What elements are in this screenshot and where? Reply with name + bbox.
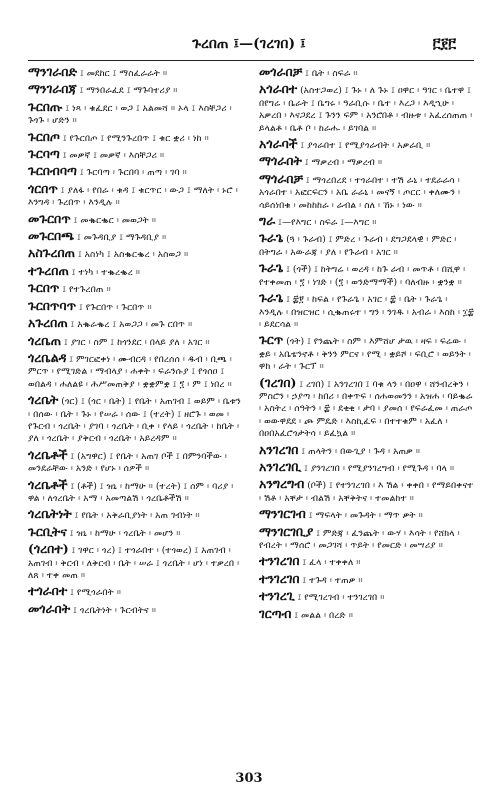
entry-definition: (አስተጋወረ) ፤ ጉኑ ፡ ለ ጉኑ ፤ ዐዋር ፡ ዓገር ፡ ቤተዋ ፤ በየግሬ ፡ ቤራት ፤ ቤግሩ ፡ ዓራቢሱ ፡ ቤተ ፡ እረጋ ፡ እዲኂሁ ፡ አቃረበ ፡ እናጋደረ ፤ ጉንን ፍም ፡ አንሮበቶ ፡ ብዙቱ ፡ አፈረሰጠጠ ፡ ይላልቶ ፡ ቤቶ ቦ ፡ ከራሑ ፡ ይገባል ። [259,85,473,134]
entry-definition: ፤ ገዋር ፡ ጎረ) ፤ ተጎራበተ ፡ (ተጎወረ) ፤ አጠገብ ፡ አጠገብ ፡ ቅርብ ፡ ለቅርብ ፡ ቤት ፡ ሠራ ፤ ጎረቤት ፡ ሆነ ፡ ተቃረበ ፡ ለጸ ፡ ተቀ መጠ ። [28,545,240,581]
entry-headword: አጎራበተ [259,81,298,97]
left-column [28,66,243,766]
dictionary-entry [28,523,243,540]
dictionary-entry [28,297,243,314]
dictionary-entry [28,317,243,331]
entry-headword: (ገረገበ) [259,374,297,390]
entry-headword: ግራ [259,213,276,229]
entry-headword: ማንገራበጃ [28,81,77,97]
entry-definition: ፤ (ጎች) ፤ ከትግሬ ፡ ወረዳ ፡ ከጉ ራብ ፡ መጥቶ ፡ በሺዋ ፡ የተቀመጠ ፡ ፺ ፡ ነገድ ፡ (፺ ፡ ወንድማማች) ፡ ባለብዙ ፡ ቋንቋ ። [259,264,466,288]
entry-headword: ጉርበብባጣ [28,163,77,179]
right-column [259,66,474,766]
entry-definition: ፤ (ቶች) ፤ ዝኒ ፡ ከማሁ ። (ተረት) ፤ ሰም ፡ ባሪያ ፡ ዋል ፡ ለጎረቤት ፡ አማ ፡ አመጣልሽ ፡ ጎረቤቶችሽ ። [28,480,234,504]
entry-definition: ፤ የሚገረገብ ፡ ተንገረገበ ። [297,592,385,604]
entry-headword: መጎራበት [28,600,71,616]
entry-definition: ፤ ፈላ ፡ ተቀቀለ ። [302,557,361,569]
entry-headword: አስጉረበጠ [28,245,76,261]
entry-headword: ተጉረበጠ [28,262,69,278]
entry-headword: መጎራበቻ [259,66,303,79]
entry-headword: አንገረገቢ [259,458,302,474]
dictionary-entry [28,600,243,617]
dictionary-entry [28,210,243,227]
entry-headword: አጎራባች [259,136,298,152]
entry-headword: ጉርቢትና [28,523,67,539]
entry-definition: ፤ የሚጎራበት ። [70,587,122,599]
dictionary-entry [259,232,474,259]
entry-headword: ጎረቤቶች [28,446,68,462]
entry-definition: ፤ ያገር ፡ ስም ፤ ከጎንደር ፡ በላይ ያለ ፡ አገር ። [64,336,210,348]
entry-headword: ጉራጌ [259,290,284,306]
entry-headword: አንግረግብ [259,476,305,492]
dictionary-entry [259,374,474,441]
entry-definition: ፤ ማፍላት ፡ መጉዳት ፡ ማጥ ቃት ። [308,510,423,522]
entry-headword: ጉርበጡ [28,98,63,114]
dictionary-entry [259,458,474,475]
dictionary-entry [28,262,243,279]
dictionary-entry [259,570,474,587]
dictionary-entry [259,138,474,152]
entry-definition: ፤ ተጉዳ ፡ ተጠቃ ። [302,574,363,586]
entry-definition: ፤ ፰፻ ፡ ከፍል ፡ የጉራጌ ፡ አገር ፡ ፰ ፡ ቤት ፡ ጉራጌ ፡ እንዲሉ ፡ በዝርዝር ፡ ሲቈጠሩተ ፡ ግን ፡ ንገዱ ፡ አብራ ፡ እስከ ፡ ፲፰ ፡ ይደርሳል ። [259,294,474,330]
entry-definition: ፤ ያጎራበተ ፤ የሚያጎራብት ፡ አቃራቢ ። [300,140,431,152]
entry-headword: ጎረቤትነት [28,506,72,522]
dictionary-entry [259,508,474,522]
running-header [0,36,498,58]
dictionary-entry [259,555,474,569]
entry-definition: ፤ አስነካ ፤ አስቈርቈረ ፡ አስወጋ ። [77,249,189,261]
entry-definition: ፤ ጉርባጣ ፡ ጉርበባ ፡ ጠጣ ፡ ገባ ። [79,167,187,179]
dictionary-entry [259,170,474,212]
dictionary-entry [259,262,474,289]
dictionary-entry [28,585,243,599]
dictionary-entry [28,508,243,522]
entry-headword: ጎርበጥ [28,180,58,196]
entry-definition: (ቦች) ፤ የተንገረገበ ፡ እ ሽል ፡ ቀቀበ ፡ የማይበቀናተ ፡ ሽቶ ፡ አቐታ ፡ ብልሽ ፡ አቐቅትና ፡ ተመልከተ ። [259,480,474,504]
entry-definition: ፤ ማጎረበረደ ፡ ተጎራበተ ፡ ተሽ ራኒ ፡ ተደራራሳ ፡ አጎራበተ ፡ አፎርፍርን ፡ አቤ ራራኒ ፡ መናኝ ፡ ጦርር ፡ ቀለሙን ፡ ሳይሰነበቁ ፡ መከከከራ ፡ ራብል ፡ ስለ ፡ ኸኑ ፡ ነው ። [259,174,461,211]
dictionary-entry [259,441,474,458]
entry-definition: ፤ መልል ፡ በረድ ። [294,609,354,621]
entry-headword: ማንገርገብ [259,506,306,522]
entry-headword: ተንገረገበ [259,553,300,569]
entry-definition: ፤ ማንበራፈደ ፤ ማጉባተሪያ ። [79,85,178,97]
dictionary-entry [28,543,243,582]
entry-definition: ፤ መቃኛ ፤ መቃኛ ፡ እስቸጋሪ ። [62,150,165,162]
dictionary-entry [259,605,474,622]
entry-definition: ፤ ዝኒ ፡ ከማሁ ፡ ጎረቤት ፡ መሆን ። [69,527,181,539]
entry-headword: ማንገርገቢያ [259,523,314,539]
dictionary-entry [28,446,243,476]
running-header-title: ጉረበጠ ፤—(ገረገበ) ፤ [192,36,306,52]
dictionary-entry [28,230,243,244]
entry-definition: ፤ ማቃረብ ፡ ማቃረብ ። [304,157,383,169]
entry-headword: ጉርጥ [259,332,284,348]
entry-definition: (ጎር) ፤ (ጎር ፡ ቤት) ፤ የቤት ፡ አጠገብ ፤ ወይም ፡ ቤቱን ፡ በሰው ፡ ቤት ፡ ጉኑ ፡ የሠራ ፡ ሰው ፤ (ተረት) ፤ ዘሮጉ ፡ ወመ ፡ የጉርብ ፡ ጎረቤት ፡ ያገባ ፡ ጎረቤት ፡ ቢቀ ፡ የላይ ፡ ጎረቤት ፡ ከቤት ፡ ያለ ፡ ጎረቤት ፡ ያቅርብ ፡ ጎረቤት ፡ አይረዳም ። [28,396,241,445]
dictionary-entry [259,334,474,373]
entry-definition: ፤ አቈራቈረ ፤ አወጋጋ ፡ መጉ ርበጥ ። [70,319,193,331]
dictionary-entry [28,476,243,506]
entry-definition: ፤ መጉዳቢያ ፤ ማጉዳቢያ ። [77,232,167,244]
entry-headword: ጉራጌ [259,260,284,276]
dictionary-entry [259,155,474,169]
entry-definition: ፤ የቤት ፡ አቅራቢያነት ፡ አጠ ገብነት ። [74,510,200,522]
dictionary-entry [28,98,243,128]
dictionary-entry [259,66,474,80]
dictionary-entry [259,590,474,604]
dictionary-entry [28,332,243,349]
entry-headword: ጎረቤቶች [28,476,68,492]
dictionary-entry [259,83,474,135]
entry-headword: ጉርባጣ [28,146,60,162]
entry-definition: ፤ መቈርቈር ፡ መወጋት ። [73,214,157,226]
entry-headword: ተንገረገበ [259,570,300,586]
entry-definition: ፤—የእግር ፡ ስፍራ ፤—እግር ። [278,217,377,229]
entry-headword: መጉርበጥ [28,210,71,226]
entry-definition: ፤ ነጻ ፡ ቁፈደር ፡ ወጋ ፤ አልመሻ ። ኦላ ፤ እስቸጋሪ ፡ ጉጎጉ ፡ ሆድን ። [28,102,232,127]
entry-headword: ማጎራበት [259,153,302,169]
dictionary-entry [28,128,243,145]
dictionary-entry [259,523,474,553]
entry-headword: ተንገረጊ [259,588,295,604]
ethiopic-page-number: ፫፻፫ [432,36,456,52]
entry-definition: (ጓ ፡ ጉራብ) ፤ ምድረ ፡ ጉራብ ፡ ደግጋደላዊ ፡ ምድር ፡ በትግራ ፡ አውራጃ ፡ ያለ ፡ የጉራብ ፡ አገር ። [259,234,457,258]
entry-headword: ጉርበጥባጥ [28,297,77,313]
entry-headword: ጉራጌ [259,230,284,246]
dictionary-entry [28,247,243,261]
entry-definition: ፤ የጉርበጥ ፡ ጉርበጥ ። [79,301,152,313]
dictionary-entry [259,478,474,505]
entry-definition: ፤ የጉርበጦ ፤ የሚንጉረበጥ ፤ ቁር ቋሪ ፡ ነከ ። [62,132,209,144]
entry-definition: (ጎት) ፤ የንጨት ፡ ስም ፡ እምሸሆ ታዉ ፡ ዛፍ ፡ ፍሬው ፡ ቋይ ፡ አቤቴንኖቶ ፡ ቅንን ምርና ፡ የሚ ፡ ቋይሾ ፡ ፍቢሮ ፡ ወይንት ፡ ዋከ ፡ ራት ፡ ጉርፕ ። [259,336,471,373]
entry-definition: ፤ ያለፋ ፡ የበራ ፡ ቁዳ ፤ ቁርጥር ፡ ውጋ ፤ ማለት ፡ ኑሮ ፡ እንግዳ ፡ ጉረበጥ ፡ እንዲሉ ። [28,184,238,209]
dictionary-entry [259,215,474,229]
entry-headword: ጉርበጦ [28,128,60,144]
dictionary-entry [259,292,474,331]
entry-headword: ተጎራበተ [28,583,68,599]
entry-definition: ፤ ምገርፎቀነ ፡ ሙብርዳ ፡ የበረሰሰ ፡ ዱብ ፡ ቢጫ ፡ ምርጥ ፡ የሚገድል ፡ ማብላያ ፡ ሐቀት ፡ ፍራንሱያ ፤ የጎሰዐ ፤ ወበልዳ ፡ ሐለልዩ ፡ ሕሥመጠቅያ ፡ ቋቋምቋ ፤ ፺ ፡ ም ፤ ነበረ ። [28,353,232,390]
entry-headword: ማጎራበቻ [259,170,303,186]
page-number: 303 [235,771,263,786]
entry-definition: ፤ ረገበ) ፤ አንገረገበ ፤ ባቁ ላን ፡ በዐዋ ፡ ሸንብረቅን ፡ ምስሮን ፡ ኃያጣ ፡ ከበሪ ፡ በቀጥፍ ፡ ሰሐወመንን ፡ አዝሐ ፡ ባይቈራ ፡ አስትረ ፡ ሰዓትን ፡ ፰ ፡ ደቂቂ ፡ ታባ ፡ ያመሰ ፡ የፍራፈመ ፡ ጠራጦ ፡ ወውዋደደ ፡ ጮ ምዴድ ፡ እስኪፈፍ ፡ በተተቁም ፡ አፈለ ፡ በዐበአፈሮጎታትሳ ፡ ይፈኳል ። [259,378,473,440]
entry-definition: ፤ ጠላትን ፡ በውጊያ ፡ ጉዳ ፡ አጠቃ ። [301,445,421,457]
entry-definition: ፤ ጎረቤትነት ፡ ጉርብትና ። [73,604,157,616]
dictionary-entry [28,83,243,97]
entry-definition: ፤ ያንገረገበ ፡ የሚያንገረግብ ፡ የሚጉዳ ፡ ባላ ። [304,462,455,474]
entry-headword: ገርጣብ [259,605,292,621]
dictionary-entry [28,165,243,179]
dictionary-entry [28,282,243,296]
entry-headword: (ጎረበተ) [28,541,69,557]
entry-headword: ማንገራበድ [28,66,78,79]
entry-definition: ፤ ምድጃ ፡ ፈንጨት ፡ ውሃ ፡ እሳት ፡ የሸክላ ፡ የብረት ፡ ማሰሮ ፡ መጋገሻ ፡ ጥይት ፡ የመርድ ፡ መሣሪያ ። [259,527,460,551]
entry-headword: ጎረቤልዳ [28,349,67,365]
entry-definition: ፤ ቤት ፡ ስፍራ ። [305,68,358,79]
entry-headword: ጎረቤጠ [28,332,62,348]
dictionary-entry [28,349,243,391]
dictionary-entry [28,180,243,210]
header-rule [28,60,474,61]
entry-headword: ጎረቤት [28,392,59,408]
dictionary-entry [28,66,243,80]
entry-headword: አጉረበጠ [28,315,68,331]
entry-definition: ፤ (አግዋር) ፤ የቤት ፡ አጠገ ቦች ፤ በምንባችው ፡ መንደራቸው ፡ አንድ ፡ የሆኑ ፡ ሰዎች ። [28,450,227,475]
dictionary-entry [28,148,243,162]
dictionary-entry [28,394,243,446]
entry-definition: ፤ ተነካ ፡ ተቈረቈረ ። [71,266,141,278]
entry-headword: ጉርበጥ [28,280,60,296]
entry-definition: ፤ የተጉረበጠ ። [62,284,111,296]
entry-headword: መጉርበጫ [28,228,75,244]
entry-headword: አንገረገበ [259,441,299,457]
entry-definition: ፤ መደከር ፤ ማስፈራራት ። [80,68,168,79]
